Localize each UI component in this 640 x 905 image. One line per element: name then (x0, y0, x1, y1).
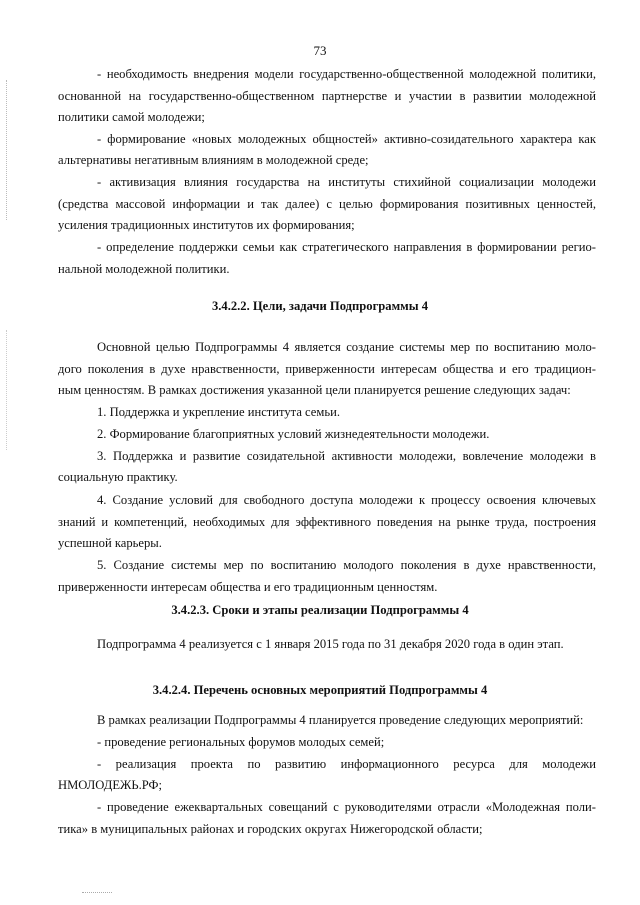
paragraph-line: альтернативы негативным влияниям в молодежной среде; (58, 153, 369, 167)
paragraph-line: Основной целью Подпрограммы 4 является создание системы мер по воспитанию моло- (97, 340, 596, 354)
paragraph-line: - определение поддержки семьи как стратегического направления в формировании регио- (97, 240, 596, 254)
scan-mark (82, 892, 112, 895)
paragraph-line: основанной на государственно-общественном партнерстве и участии в развитии молодежной (58, 89, 596, 103)
paragraph-line: ным ценностям. В рамках достижения указанной цели планируется решение следующих задач: (58, 383, 571, 397)
paragraph-line: тика» в муниципальных районах и городских округах Нижегородской области; (58, 822, 483, 836)
paragraph-line: (средства массовой информации и так далее) с целью формирования позитивных ценностей, (58, 197, 596, 211)
list-item: - проведение ежеквартальных совещаний с руководителями отрасли «Молодежная поли- (97, 800, 596, 814)
paragraph-line: успешной карьеры. (58, 536, 162, 550)
paragraph-line: политики самой молодежи; (58, 110, 205, 124)
paragraph-line: - необходимость внедрения модели государственно-общественной молодежной политики, (97, 67, 596, 81)
scan-margin-marks (6, 80, 9, 220)
list-item: - реализация проекта по развитию информационного ресурса для молодежи (97, 757, 596, 771)
paragraph-line: нальной молодежной политики. (58, 262, 230, 276)
paragraph-line: - активизация влияния государства на институты стихийной социализации молодежи (97, 175, 596, 189)
list-item: 4. Создание условий для свободного доступа молодежи к процессу освоения ключевых (97, 493, 596, 507)
paragraph-line: приверженности интересам общества и его традиционным ценностям. (58, 580, 438, 594)
page-number: 73 (313, 43, 327, 58)
paragraph-line: НМОЛОДЕЖЬ.РФ; (58, 778, 162, 792)
section-heading: 3.4.2.4. Перечень основных мероприятий Подпрограммы 4 (152, 683, 488, 697)
list-item: 5. Создание системы мер по воспитанию молодого поколения в духе нравственности, (97, 558, 596, 572)
paragraph-line: усиления традиционных институтов их формирования; (58, 218, 355, 232)
paragraph-line: - формирование «новых молодежных общностей» активно-созидательного характера как (97, 132, 596, 146)
paragraph-line: дого поколения в духе нравственности, приверженности интересам общества и его традицион- (58, 362, 596, 376)
section-heading: 3.4.2.2. Цели, задачи Подпрограммы 4 (211, 299, 429, 313)
list-item: 1. Поддержка и укрепление института семьи. (97, 405, 340, 419)
paragraph-line: В рамках реализации Подпрограммы 4 планируется проведение следующих мероприятий: (97, 713, 584, 727)
paragraph-line: знаний и компетенций, необходимых для эффективного поведения на рынке труда, построения (58, 515, 596, 529)
paragraph-line: социальную практику. (58, 470, 178, 484)
list-item: 3. Поддержка и развитие созидательной активности молодежи, вовлечение молодежи в (97, 449, 596, 463)
list-item: 2. Формирование благоприятных условий жизнедеятельности молодежи. (97, 427, 490, 441)
scan-margin-marks (6, 330, 9, 450)
paragraph-line: Подпрограмма 4 реализуется с 1 января 2015 года по 31 декабря 2020 года в один этап. (97, 637, 564, 651)
list-item: - проведение региональных форумов молодых семей; (97, 735, 385, 749)
section-heading: 3.4.2.3. Сроки и этапы реализации Подпрограммы 4 (171, 603, 469, 617)
